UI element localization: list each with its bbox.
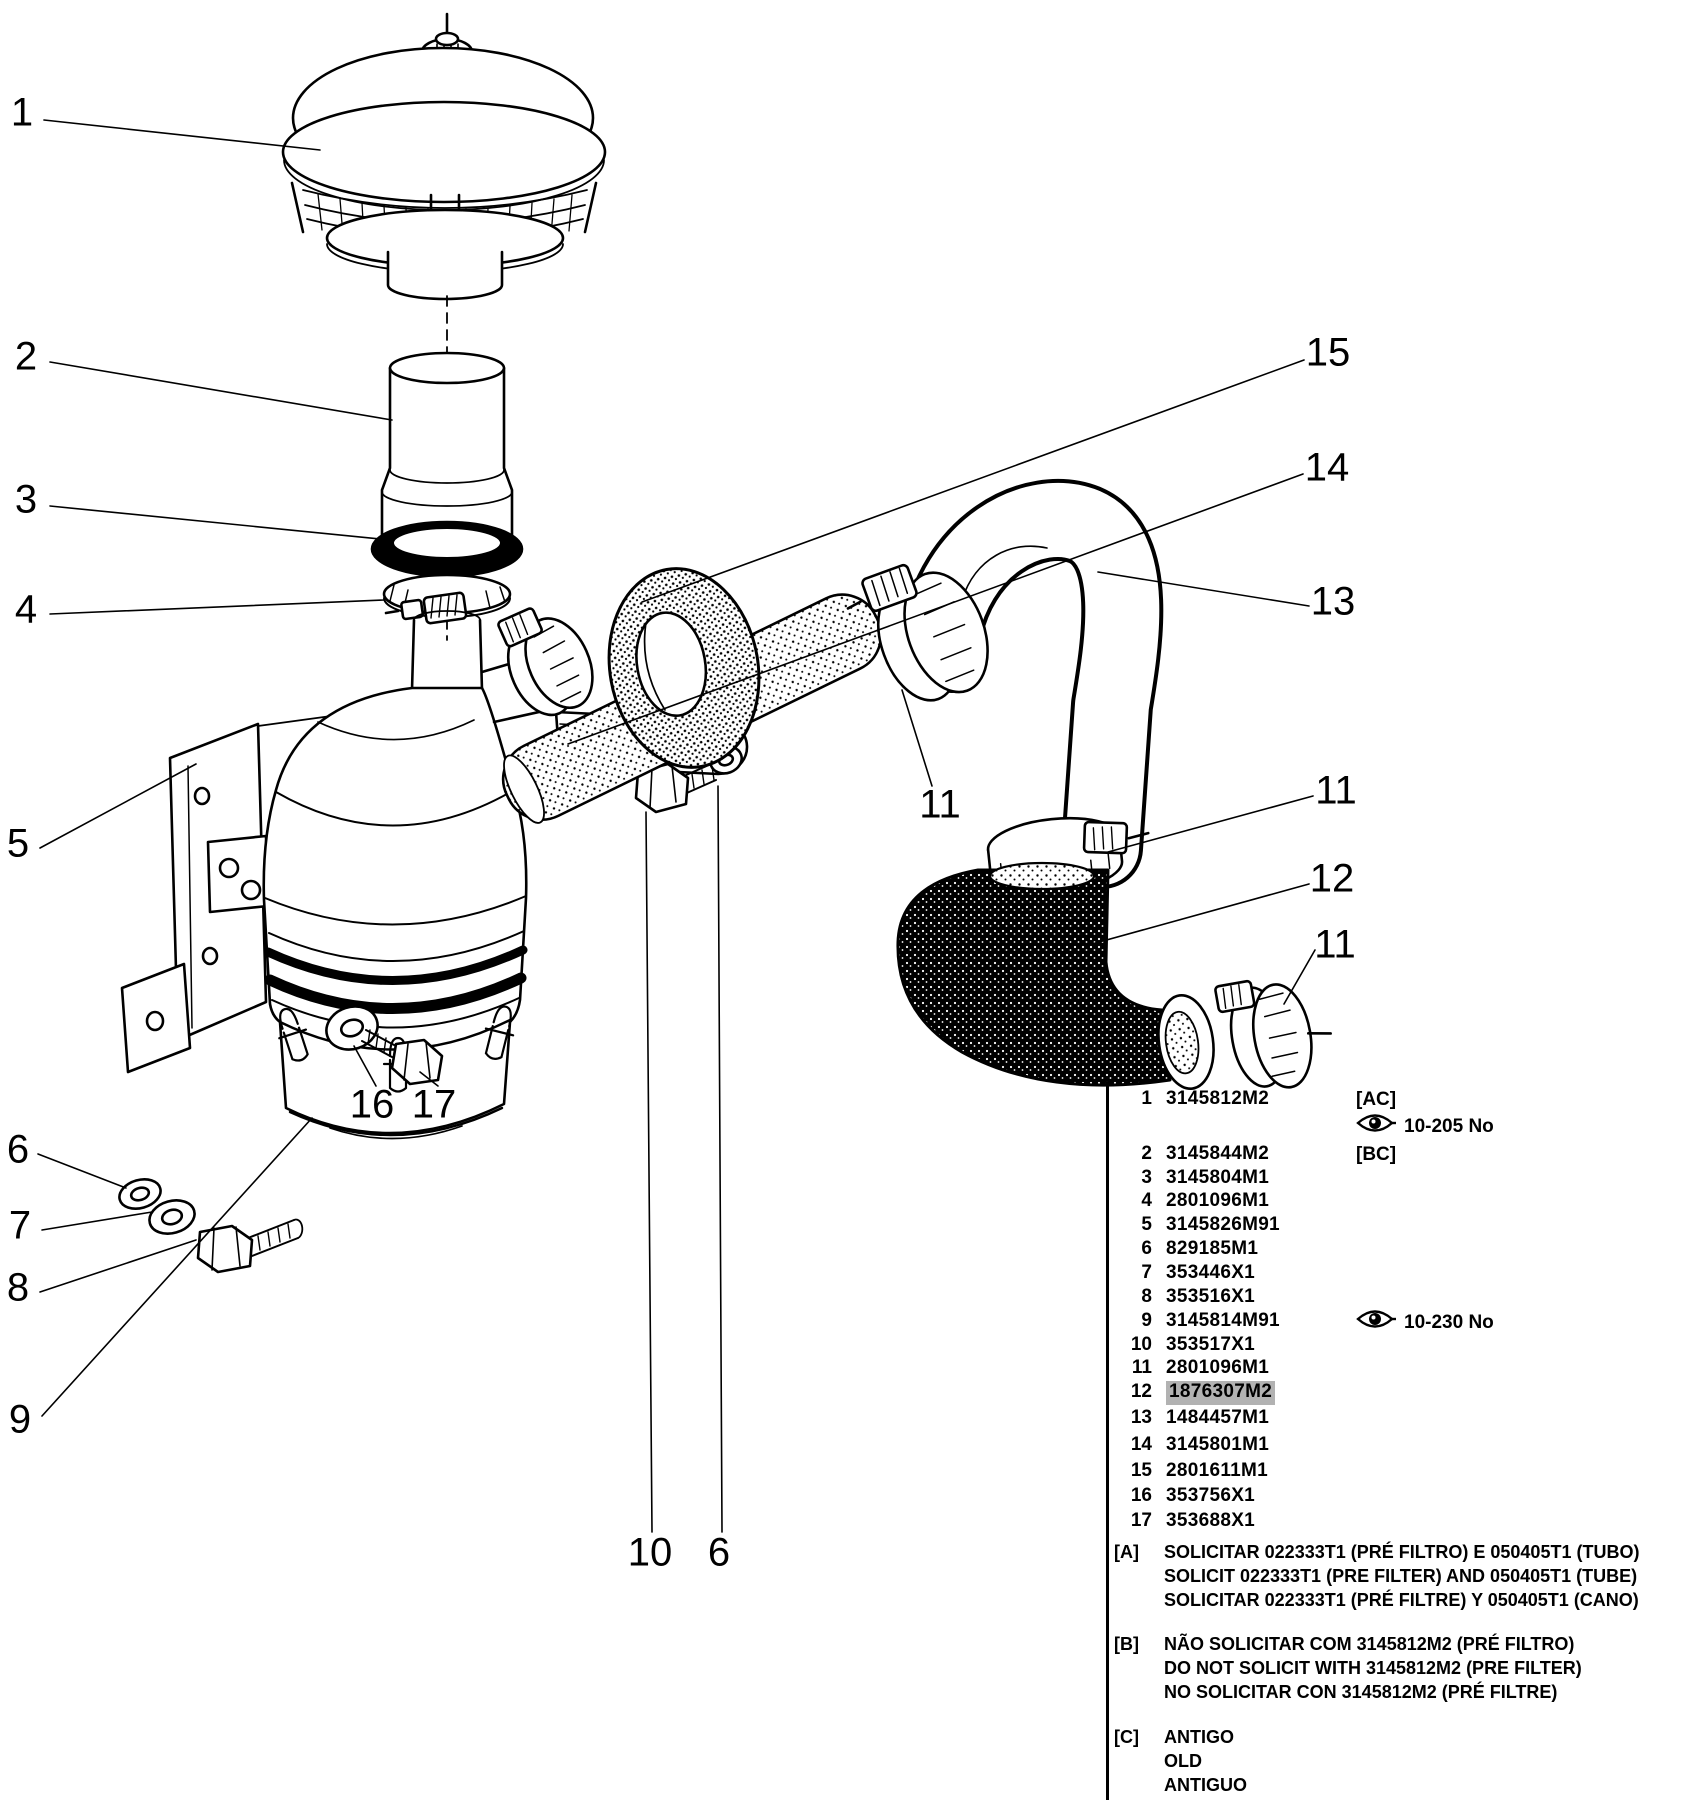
part-number: 3145826M91: [1166, 1214, 1280, 1235]
part-number: 829185M1: [1166, 1238, 1259, 1259]
callout-11a: 11: [919, 782, 961, 827]
hose-clamp-11d: [1215, 968, 1339, 1097]
callout-15: 15: [1305, 330, 1351, 375]
note-c-line2: OLD: [1164, 1751, 1202, 1771]
part-number: 1484457M1: [1166, 1407, 1270, 1428]
part-row-11[interactable]: [1106, 1357, 1269, 1381]
elbow-hose: [898, 863, 1219, 1092]
callout-5: 5: [6, 821, 30, 866]
callout-8: 8: [6, 1265, 30, 1310]
part-number: 2801096M1: [1166, 1190, 1270, 1211]
callout-2: 2: [14, 334, 38, 379]
part-row-3[interactable]: [1106, 1167, 1269, 1191]
part-row-10[interactable]: [1106, 1334, 1255, 1358]
callout-1: 1: [10, 90, 34, 135]
part-number: 353688X1: [1166, 1510, 1256, 1531]
note-c-line1: ANTIGO: [1164, 1727, 1234, 1747]
part-number: 2801611M1: [1166, 1460, 1269, 1481]
part-ref: 2: [1141, 1143, 1152, 1164]
part-ref: 11: [1131, 1357, 1152, 1378]
part-ref: 1: [1141, 1088, 1152, 1109]
part-row-12[interactable]: [1106, 1381, 1275, 1405]
part-ref: 6: [1141, 1238, 1152, 1259]
part-ref: 10: [1130, 1334, 1152, 1355]
part-number: 3145804M1: [1166, 1167, 1270, 1188]
callout-14: 14: [1304, 445, 1350, 490]
part-ref: 9: [1141, 1310, 1152, 1331]
part-ref: 17: [1130, 1510, 1152, 1531]
part-ref: 5: [1141, 1214, 1152, 1235]
part-number: 3145814M91: [1166, 1310, 1280, 1331]
note-a-line1: SOLICITAR 022333T1 (PRÉ FILTRO) E 050405T1 (TUBO): [1164, 1542, 1640, 1562]
part-row-17[interactable]: [1106, 1510, 1255, 1534]
part-ref: 7: [1141, 1262, 1152, 1283]
part-ref: 16: [1130, 1485, 1152, 1506]
note-a-line2: SOLICIT 022333T1 (PRE FILTER) AND 050405T1 (TUBE): [1164, 1566, 1638, 1586]
note-b-line1: NÃO SOLICITAR COM 3145812M2 (PRÉ FILTRO): [1164, 1634, 1575, 1654]
part-number: 353517X1: [1166, 1334, 1256, 1355]
tag-bc: [BC]: [1356, 1144, 1397, 1165]
part-row-9[interactable]: [1106, 1310, 1280, 1334]
part-row-8[interactable]: [1106, 1286, 1255, 1310]
note-key-b: [B]: [1114, 1634, 1139, 1654]
part-ref: 15: [1130, 1460, 1152, 1481]
part-row-5[interactable]: [1106, 1214, 1280, 1238]
callout-6b: 6: [707, 1530, 731, 1575]
part-ref: 3: [1141, 1167, 1152, 1188]
part-row-6[interactable]: [1106, 1238, 1258, 1262]
part-number: 2801096M1: [1166, 1357, 1270, 1378]
hose-clamp-11a: [489, 594, 606, 726]
part-row-15[interactable]: [1106, 1460, 1268, 1484]
part-number-highlighted: 1876307M2: [1166, 1381, 1275, 1405]
note-key-c: [C]: [1114, 1727, 1139, 1747]
part-number: 353756X1: [1166, 1485, 1256, 1506]
callout-11c: 11: [1314, 922, 1356, 967]
part-number: 3145801M1: [1166, 1434, 1270, 1455]
part-number: 353446X1: [1166, 1262, 1256, 1283]
note-b-line3: NO SOLICITAR CON 3145812M2 (PRÉ FILTRE): [1164, 1682, 1558, 1702]
see-ref-row9[interactable]: [1356, 1308, 1494, 1337]
note-a-line3: SOLICITAR 022333T1 (PRÉ FILTRE) Y 050405T1 (CANO): [1164, 1590, 1639, 1610]
seal-ring: [372, 522, 522, 576]
note-b-line2: DO NOT SOLICIT WITH 3145812M2 (PRE FILTER): [1164, 1658, 1582, 1678]
callout-10: 10: [627, 1530, 673, 1575]
callout-12: 12: [1309, 856, 1355, 901]
part-number: 3145812M2: [1166, 1088, 1270, 1109]
part-row-14[interactable]: [1106, 1434, 1269, 1458]
part-row-2[interactable]: [1106, 1143, 1269, 1167]
note-key-a: [A]: [1114, 1542, 1139, 1562]
callout-9: 9: [8, 1397, 32, 1442]
part-number: 3145844M2: [1166, 1143, 1270, 1164]
part-row-1[interactable]: [1106, 1088, 1269, 1112]
callout-7: 7: [8, 1203, 32, 1248]
part-ref: 14: [1130, 1434, 1152, 1455]
callout-4: 4: [14, 587, 38, 632]
callout-3: 3: [14, 477, 38, 522]
note-c-line3: ANTIGUO: [1164, 1775, 1247, 1795]
part-ref: 4: [1141, 1190, 1152, 1211]
part-row-4[interactable]: [1106, 1190, 1269, 1214]
part-ref: 13: [1130, 1407, 1152, 1428]
part-row-13[interactable]: [1106, 1407, 1269, 1431]
part-row-16[interactable]: [1106, 1485, 1255, 1509]
eye-icon: [1356, 1308, 1396, 1337]
part-row-7[interactable]: [1106, 1262, 1255, 1286]
part-ref: 12: [1130, 1381, 1152, 1402]
hose-clamp-4: [384, 575, 510, 624]
callout-13: 13: [1310, 579, 1356, 624]
callout-6: 6: [6, 1127, 30, 1172]
callout-11b: 11: [1315, 768, 1357, 813]
see-ref-label: 10-230 No: [1404, 1311, 1494, 1333]
part-ref: 8: [1141, 1286, 1152, 1307]
see-ref-label: 10-205 No: [1404, 1115, 1494, 1137]
callout-16: 16: [349, 1082, 395, 1127]
eye-icon: [1356, 1112, 1396, 1141]
tag-ac: [AC]: [1356, 1089, 1397, 1110]
callout-17: 17: [411, 1082, 457, 1127]
see-ref-row1[interactable]: [1356, 1112, 1494, 1141]
part-number: 353516X1: [1166, 1286, 1256, 1307]
